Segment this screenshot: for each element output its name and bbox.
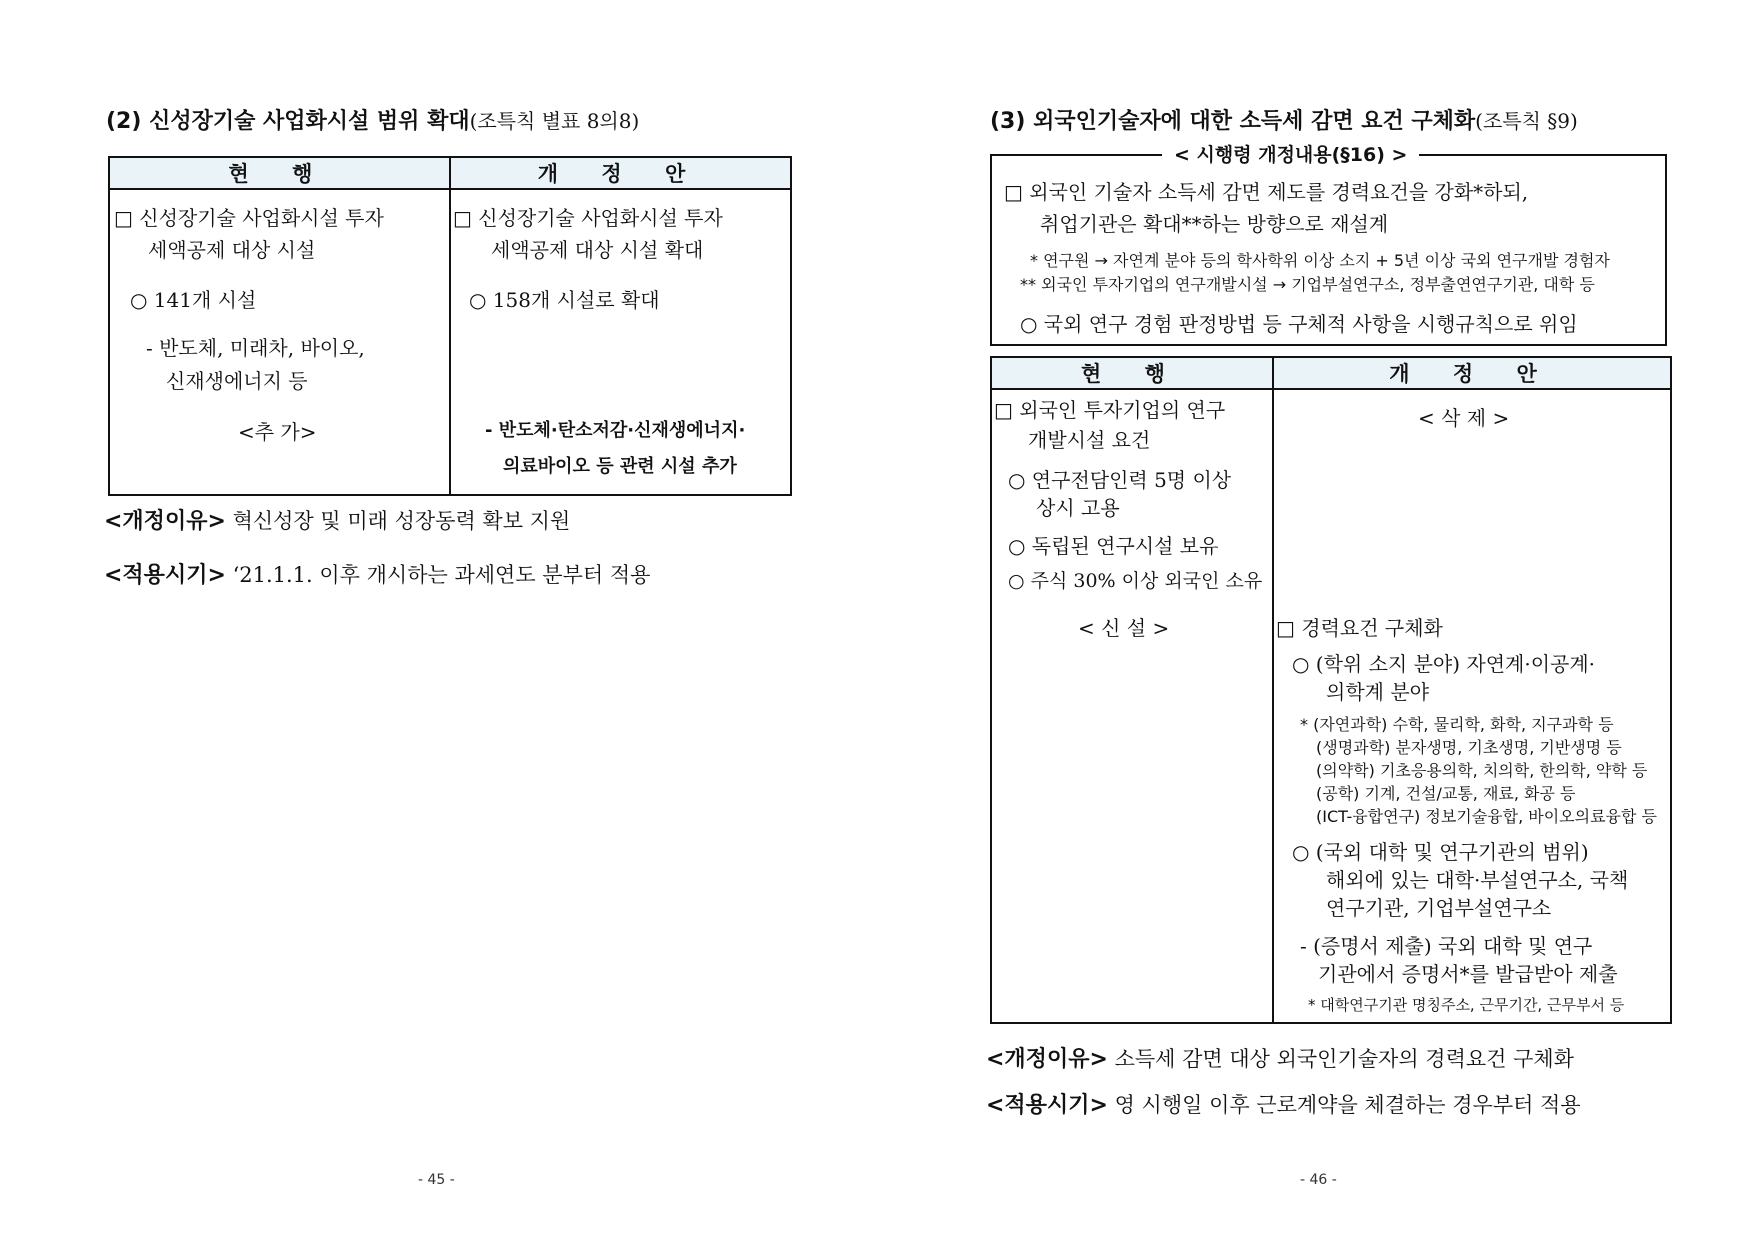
left-apply-text: ‘21.1.1. 이후 개시하는 과세연도 분부터 적용 [232, 563, 651, 587]
right-new-6: (의약학) 기초응용의학, 치의학, 한의학, 약학 등 [1316, 761, 1648, 780]
left-head-proposed: 개 정 안 [450, 157, 791, 189]
right-apply-tag: <적용시기> [986, 1093, 1108, 1118]
right-new-10: 해외에 있는 대학·부설연구소, 국책 [1326, 868, 1629, 892]
right-cur-4: 상시 고용 [1036, 496, 1120, 520]
decree-summary-box [990, 144, 1667, 346]
left-title-ref: (조특칙 별표 8의8) [469, 109, 640, 133]
left-new-2: 세액공제 대상 시설 확대 [491, 238, 704, 262]
right-title-text: (3) 외국인기술자에 대한 소득세 감면 요건 구체화 [990, 109, 1476, 134]
left-new-3: ○ 158개 시설로 확대 [469, 288, 660, 312]
decree-box-1: □ 외국인 기술자 소득세 감면 제도를 경력요건을 강화*하되, [1004, 180, 1529, 204]
decree-box-title [1162, 140, 1419, 167]
right-apply-line [986, 1088, 1581, 1119]
right-new-2: ○ (학위 소지 분야) 자연계·이공계· [1292, 652, 1596, 676]
right-reason-line [986, 1042, 1574, 1073]
right-new-5: (생명과학) 분자생명, 기초생명, 기반생명 등 [1316, 738, 1622, 757]
left-new-5: 의료바이오 등 관련 시설 추가 [503, 456, 737, 477]
right-new-del: < 삭 제 > [1418, 406, 1510, 430]
right-new-11: 연구기관, 기업부설연구소 [1326, 896, 1552, 920]
left-comparison-table [108, 156, 792, 496]
right-apply-text: 영 시행일 이후 근로계약을 체결하는 경우부터 적용 [1114, 1093, 1581, 1117]
left-cur-6: <추 가> [238, 420, 317, 444]
right-head-proposed: 개 정 안 [1273, 357, 1671, 389]
right-comparison-table [990, 356, 1672, 1024]
left-title-text: (2) 신성장기술 사업화시설 범위 확대 [106, 109, 470, 134]
right-page-number: - 46 - [1300, 1172, 1337, 1188]
left-cur-1: □ 신성장기술 사업화시설 투자 [114, 206, 384, 230]
left-apply-tag: <적용시기> [104, 563, 226, 588]
right-current-cell [992, 390, 1272, 1022]
left-cur-3: ○ 141개 시설 [130, 288, 257, 312]
right-reason-tag: <개정이유> [986, 1047, 1108, 1072]
left-current-cell [110, 190, 449, 494]
left-new-1: □ 신성장기술 사업화시설 투자 [453, 206, 723, 230]
left-reason-text: 혁신성장 및 미래 성장동력 확보 지원 [232, 509, 571, 533]
right-new-9: ○ (국외 대학 및 연구기관의 범위) [1292, 840, 1589, 864]
right-new-4: * (자연과학) 수학, 물리학, 화학, 지구과학 등 [1300, 715, 1614, 734]
right-new-12: - (증명서 제출) 국외 대학 및 연구 [1300, 934, 1593, 958]
decree-box-title-text: < 시행령 개정내용(§16) > [1174, 144, 1408, 166]
right-section-title [990, 104, 1578, 135]
right-new-13: 기관에서 증명서*를 발급받아 제출 [1318, 962, 1618, 986]
left-section-title [106, 104, 639, 135]
right-new-7: (공학) 기계, 건설/교통, 재료, 화공 등 [1316, 784, 1576, 803]
decree-box-2: 취업기관은 확대**하는 방향으로 재설계 [1040, 212, 1389, 236]
left-cur-2: 세액공제 대상 시설 [148, 238, 316, 262]
right-cur-2: 개발시설 요건 [1028, 428, 1151, 452]
right-new-3: 의학계 분야 [1326, 680, 1429, 704]
left-reason-tag: <개정이유> [104, 509, 226, 534]
left-head-current: 현 행 [109, 157, 450, 189]
left-apply-line [104, 558, 650, 589]
right-cur-5: ○ 독립된 연구시설 보유 [1008, 534, 1219, 558]
left-reason-line [104, 504, 570, 535]
right-cur-1: □ 외국인 투자기업의 연구 [994, 398, 1226, 422]
right-cur-3: ○ 연구전담인력 5명 이상 [1008, 468, 1232, 492]
decree-box-4: ** 외국인 투자기업의 연구개발시설 → 기업부설연구소, 정부출연연구기관, 대학 등 [1020, 275, 1595, 294]
left-cur-4: - 반도체, 미래차, 바이오, [146, 336, 365, 360]
right-title-ref: (조특칙 §9) [1475, 109, 1578, 133]
decree-box-3: * 연구원 → 자연계 분야 등의 학사학위 이상 소지 + 5년 이상 국외 연구개발 경험자 [1030, 251, 1610, 270]
right-proposed-cell [1274, 390, 1670, 1022]
right-new-1: □ 경력요건 구체화 [1276, 616, 1443, 640]
right-cur-6: ○ 주식 30% 이상 외국인 소유 [1008, 570, 1263, 592]
decree-box-5: ○ 국외 연구 경험 판정방법 등 구체적 사항을 시행규칙으로 위임 [1020, 312, 1578, 336]
right-reason-text: 소득세 감면 대상 외국인기술자의 경력요건 구체화 [1114, 1047, 1574, 1071]
left-new-4: - 반도체·탄소저감·신재생에너지· [485, 420, 746, 441]
right-new-14: * 대학연구기관 명칭주소, 근무기간, 근무부서 등 [1308, 996, 1625, 1014]
left-page-number: - 45 - [418, 1172, 455, 1188]
right-cur-7: < 신 설 > [1078, 616, 1170, 640]
left-proposed-cell [451, 190, 790, 494]
left-cur-5: 신재생에너지 등 [166, 369, 308, 393]
right-new-8: (ICT-융합연구) 정보기술융합, 바이오의료융합 등 [1316, 807, 1658, 826]
right-head-current: 현 행 [991, 357, 1273, 389]
